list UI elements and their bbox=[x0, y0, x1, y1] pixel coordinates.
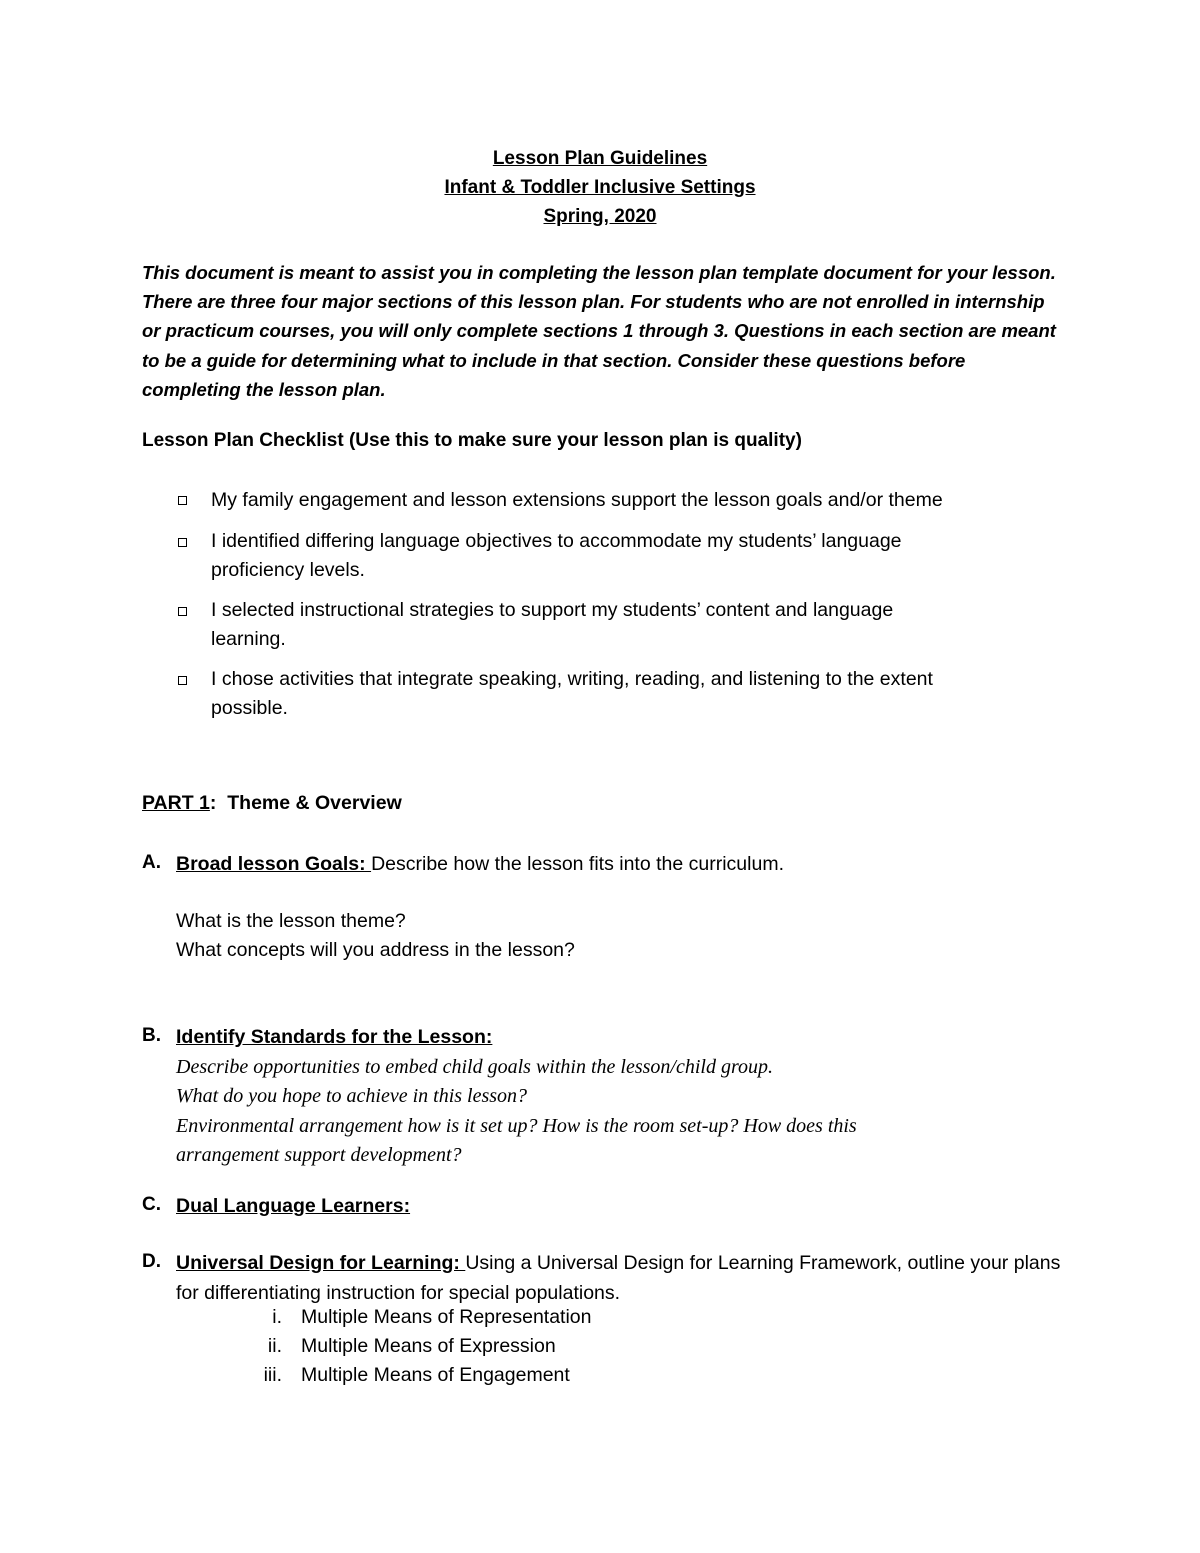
part-title: Theme & Overview bbox=[227, 792, 402, 814]
list-item-number: ii. bbox=[267, 1335, 282, 1357]
part-label: PART 1 bbox=[142, 792, 210, 814]
part-colon: : bbox=[209, 792, 217, 814]
intro-line: There are three four major sections of this lesson plan. For students who are not enrolled in internship bbox=[142, 291, 1045, 313]
intro-line: or practicum courses, you will only complete sections 1 through 3. Questions in each section are meant bbox=[142, 320, 1056, 342]
section-d-desc-cont: for differentiating instruction for special populations. bbox=[176, 1281, 621, 1304]
section-a-question: What concepts will you address in the lesson? bbox=[176, 939, 575, 961]
section-b bbox=[176, 1023, 1156, 1171]
section-b-line: Describe opportunities to embed child goals within the lesson/child group. bbox=[176, 1055, 773, 1078]
document-term: Spring, 2020 bbox=[543, 206, 657, 227]
checkbox-icon[interactable] bbox=[178, 676, 187, 685]
section-b-title: Identify Standards for the Lesson: bbox=[176, 1026, 493, 1048]
intro-paragraph bbox=[142, 258, 1152, 404]
section-d bbox=[176, 1249, 1156, 1308]
checkbox-icon[interactable] bbox=[178, 496, 187, 505]
document-title: Lesson Plan Guidelines bbox=[492, 148, 708, 169]
list-item bbox=[0, 1306, 1000, 1335]
section-d-title: Universal Design for Learning: bbox=[176, 1252, 466, 1274]
section-b-letter: B. bbox=[142, 1025, 161, 1046]
checkbox-icon[interactable] bbox=[178, 538, 187, 547]
section-a-desc: Describe how the lesson fits into the curriculum. bbox=[371, 853, 784, 875]
section-b-line: Environmental arrangement how is it set up? How is the room set-up? How does this bbox=[176, 1114, 857, 1137]
section-b-line: What do you hope to achieve in this lesson? bbox=[176, 1085, 528, 1107]
list-item bbox=[0, 1364, 1000, 1393]
section-d-desc: Using a Universal Design for Learning Framework, outline your plans bbox=[465, 1252, 1061, 1274]
part-heading bbox=[142, 792, 402, 815]
checkbox-icon[interactable] bbox=[178, 607, 187, 616]
list-item-number: i. bbox=[272, 1306, 282, 1328]
list-item-label: Multiple Means of Representation bbox=[301, 1306, 592, 1328]
section-a bbox=[176, 850, 1156, 966]
section-c-title: Dual Language Learners: bbox=[176, 1195, 411, 1217]
checklist-item-text: I identified differing language objectives to accommodate my students’ language proficiency levels. bbox=[211, 530, 902, 581]
section-c-letter: C. bbox=[142, 1194, 161, 1215]
checklist-item-text: My family engagement and lesson extensions support the lesson goals and/or theme bbox=[211, 489, 943, 511]
intro-line: to be a guide for determining what to include in that section. Consider these questions before bbox=[142, 349, 966, 371]
section-a-title: Broad lesson Goals: bbox=[176, 853, 372, 875]
section-d-letter: D. bbox=[142, 1251, 161, 1272]
document-subtitle: Infant & Toddler Inclusive Settings bbox=[444, 177, 756, 198]
section-a-question: What is the lesson theme? bbox=[176, 909, 406, 932]
checklist-item-text: I chose activities that integrate speaking, writing, reading, and listening to the extent possible. bbox=[211, 668, 933, 719]
intro-line: completing the lesson plan. bbox=[142, 378, 386, 400]
title-block bbox=[0, 144, 1200, 231]
intro-line: This document is meant to assist you in completing the lesson plan template document for your lesson. bbox=[142, 262, 1056, 283]
section-a-letter: A. bbox=[142, 852, 161, 873]
list-item-label: Multiple Means of Expression bbox=[301, 1335, 556, 1357]
checklist-item-text: I selected instructional strategies to support my students’ content and language learning. bbox=[211, 599, 894, 650]
section-c bbox=[176, 1192, 1156, 1222]
list-item-number: iii. bbox=[263, 1364, 282, 1386]
section-b-line: arrangement support development? bbox=[176, 1144, 462, 1166]
checklist-heading: Lesson Plan Checklist (Use this to make sure your lesson plan is quality) bbox=[142, 430, 802, 451]
list-item bbox=[0, 1335, 1000, 1364]
list-item-label: Multiple Means of Engagement bbox=[301, 1364, 570, 1386]
